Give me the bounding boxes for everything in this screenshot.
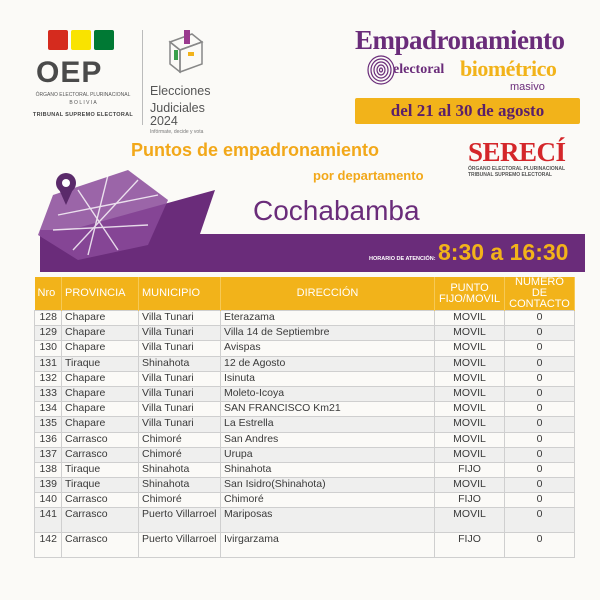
cell-provincia: Chapare bbox=[62, 326, 139, 341]
cell-municipio: Shinahota bbox=[139, 462, 221, 477]
cell-contacto: 0 bbox=[505, 402, 575, 417]
sereci-line1: ÓRGANO ELECTORAL PLURINACIONAL bbox=[468, 166, 566, 172]
cell-punto: MOVIL bbox=[435, 478, 505, 493]
cell-municipio: Shinahota bbox=[139, 356, 221, 371]
cell-nro: 128 bbox=[35, 311, 62, 326]
cell-contacto: 0 bbox=[505, 326, 575, 341]
page-subtitle: por departamento bbox=[313, 168, 424, 183]
sereci-wordmark: SERECÍ bbox=[468, 137, 566, 167]
cell-direccion: Chimoré bbox=[221, 493, 435, 508]
cell-nro: 137 bbox=[35, 447, 62, 462]
cell-punto: MOVIL bbox=[435, 402, 505, 417]
col-header-nro: Nro bbox=[35, 277, 62, 311]
elecciones-title-1: Elecciones bbox=[150, 84, 211, 98]
table-row bbox=[35, 311, 575, 326]
cell-nro: 133 bbox=[35, 386, 62, 401]
table-row bbox=[35, 493, 575, 508]
cell-punto: MOVIL bbox=[435, 447, 505, 462]
cell-provincia: Chapare bbox=[62, 402, 139, 417]
cell-punto: MOVIL bbox=[435, 341, 505, 356]
oep-wordmark: OEP bbox=[36, 56, 103, 89]
cell-nro: 139 bbox=[35, 478, 62, 493]
cell-punto: MOVIL bbox=[435, 508, 505, 533]
cell-contacto: 0 bbox=[505, 432, 575, 447]
cell-direccion: Avispas bbox=[221, 341, 435, 356]
cell-direccion: Shinahota bbox=[221, 462, 435, 477]
locations-table bbox=[34, 277, 575, 558]
cell-nro: 138 bbox=[35, 462, 62, 477]
elecciones-tagline: Infórmate, decide y vota bbox=[150, 129, 204, 135]
hours-label: HORARIO DE ATENCIÓN: bbox=[369, 256, 436, 262]
cell-municipio: Villa Tunari bbox=[139, 417, 221, 432]
cell-direccion: Eterazama bbox=[221, 311, 435, 326]
table-row bbox=[35, 386, 575, 401]
banner-electoral: electoral bbox=[393, 62, 445, 77]
cell-contacto: 0 bbox=[505, 493, 575, 508]
cell-punto: FIJO bbox=[435, 493, 505, 508]
col-header-direccion: DIRECCIÓN bbox=[221, 277, 435, 311]
cell-contacto: 0 bbox=[505, 478, 575, 493]
cell-provincia: Carrasco bbox=[62, 493, 139, 508]
map-icon bbox=[18, 155, 178, 270]
header-divider bbox=[142, 30, 143, 125]
cell-provincia: Chapare bbox=[62, 417, 139, 432]
table-row bbox=[35, 462, 575, 477]
sereci-logo bbox=[468, 138, 583, 178]
cell-punto: FIJO bbox=[435, 533, 505, 558]
table-row bbox=[35, 508, 575, 533]
cell-punto: MOVIL bbox=[435, 371, 505, 386]
ballot-box-icon bbox=[162, 28, 210, 76]
cell-municipio: Chimoré bbox=[139, 447, 221, 462]
sereci-line2: TRIBUNAL SUPREMO ELECTORAL bbox=[468, 172, 552, 178]
cell-municipio: Puerto Villarroel bbox=[139, 533, 221, 558]
cell-provincia: Carrasco bbox=[62, 533, 139, 558]
cell-nro: 140 bbox=[35, 493, 62, 508]
flag-yellow-square bbox=[71, 30, 91, 50]
cell-provincia: Tiraque bbox=[62, 356, 139, 371]
cell-punto: MOVIL bbox=[435, 326, 505, 341]
col-header-punto: PUNTO FIJO/MOVIL bbox=[435, 277, 505, 311]
cell-nro: 129 bbox=[35, 326, 62, 341]
cell-provincia: Tiraque bbox=[62, 478, 139, 493]
cell-nro: 132 bbox=[35, 371, 62, 386]
table-header-row bbox=[35, 277, 575, 311]
cell-nro: 131 bbox=[35, 356, 62, 371]
table-row bbox=[35, 341, 575, 356]
table-body bbox=[35, 311, 575, 558]
cell-contacto: 0 bbox=[505, 447, 575, 462]
date-bar bbox=[355, 98, 580, 124]
cell-contacto: 0 bbox=[505, 508, 575, 533]
cell-nro: 141 bbox=[35, 508, 62, 533]
banner-biometrico: biométrico bbox=[460, 56, 557, 81]
banner-subtitle-row bbox=[355, 54, 587, 93]
cell-municipio: Villa Tunari bbox=[139, 341, 221, 356]
flag-green-square bbox=[94, 30, 114, 50]
table-row bbox=[35, 478, 575, 493]
cell-municipio: Villa Tunari bbox=[139, 402, 221, 417]
bolivia-flag-icon bbox=[48, 30, 138, 50]
table-row bbox=[35, 533, 575, 558]
cell-municipio: Puerto Villarroel bbox=[139, 508, 221, 533]
cell-direccion: Urupa bbox=[221, 447, 435, 462]
cell-contacto: 0 bbox=[505, 311, 575, 326]
cell-contacto: 0 bbox=[505, 417, 575, 432]
cell-direccion: Isinuta bbox=[221, 371, 435, 386]
col-header-contacto: NÚMERO DE CONTACTO bbox=[505, 277, 575, 311]
col-header-municipio: MUNICIPIO bbox=[139, 277, 221, 311]
hours-value: 8:30 a 16:30 bbox=[438, 239, 569, 265]
table-row bbox=[35, 356, 575, 371]
cell-nro: 136 bbox=[35, 432, 62, 447]
oep-tse: TRIBUNAL SUPREMO ELECTORAL bbox=[32, 112, 134, 118]
flag-red-square bbox=[48, 30, 68, 50]
cell-provincia: Carrasco bbox=[62, 508, 139, 533]
banner-masivo: masivo bbox=[510, 81, 545, 93]
cell-punto: MOVIL bbox=[435, 386, 505, 401]
oep-line1: ÓRGANO ELECTORAL PLURINACIONAL bbox=[35, 92, 131, 98]
cell-direccion: La Estrella bbox=[221, 417, 435, 432]
cell-nro: 142 bbox=[35, 533, 62, 558]
cell-provincia: Carrasco bbox=[62, 447, 139, 462]
table-row bbox=[35, 371, 575, 386]
cell-municipio: Villa Tunari bbox=[139, 326, 221, 341]
cell-direccion: Moleto-Icoya bbox=[221, 386, 435, 401]
cell-municipio: Chimoré bbox=[139, 432, 221, 447]
cell-contacto: 0 bbox=[505, 341, 575, 356]
cell-punto: FIJO bbox=[435, 462, 505, 477]
elecciones-title-2: Judiciales 2024 bbox=[150, 101, 205, 128]
cell-contacto: 0 bbox=[505, 533, 575, 558]
table-row bbox=[35, 447, 575, 462]
cell-municipio: Villa Tunari bbox=[139, 311, 221, 326]
empadronamiento-banner bbox=[355, 25, 587, 120]
table-row bbox=[35, 417, 575, 432]
cell-provincia: Chapare bbox=[62, 371, 139, 386]
page-title: Puntos de empadronamiento bbox=[131, 140, 380, 160]
cell-contacto: 0 bbox=[505, 386, 575, 401]
cell-direccion: SAN FRANCISCO Km21 bbox=[221, 402, 435, 417]
department-name: Cochabamba bbox=[253, 195, 420, 226]
table-row bbox=[35, 402, 575, 417]
col-header-provincia: PROVINCIA bbox=[62, 277, 139, 311]
banner-title: Empadronamiento bbox=[355, 25, 565, 55]
table-row bbox=[35, 326, 575, 341]
cell-nro: 134 bbox=[35, 402, 62, 417]
cell-punto: MOVIL bbox=[435, 311, 505, 326]
cell-direccion: 12 de Agosto bbox=[221, 356, 435, 371]
table-row bbox=[35, 432, 575, 447]
cell-nro: 135 bbox=[35, 417, 62, 432]
cell-municipio: Chimoré bbox=[139, 493, 221, 508]
cell-municipio: Villa Tunari bbox=[139, 371, 221, 386]
oep-line2: B O L I V I A bbox=[69, 100, 97, 106]
cell-provincia: Chapare bbox=[62, 386, 139, 401]
cell-municipio: Villa Tunari bbox=[139, 386, 221, 401]
cell-direccion: Mariposas bbox=[221, 508, 435, 533]
cell-direccion: Villa 14 de Septiembre bbox=[221, 326, 435, 341]
cell-direccion: San Isidro(Shinahota) bbox=[221, 478, 435, 493]
cell-provincia: Chapare bbox=[62, 341, 139, 356]
cell-municipio: Shinahota bbox=[139, 478, 221, 493]
cell-contacto: 0 bbox=[505, 356, 575, 371]
cell-punto: MOVIL bbox=[435, 356, 505, 371]
oep-logo bbox=[28, 30, 138, 118]
cell-provincia: Chapare bbox=[62, 311, 139, 326]
cell-provincia: Carrasco bbox=[62, 432, 139, 447]
cell-direccion: San Andres bbox=[221, 432, 435, 447]
banner-dates: del 21 al 30 de agosto bbox=[390, 101, 545, 120]
cell-nro: 130 bbox=[35, 341, 62, 356]
cell-punto: MOVIL bbox=[435, 432, 505, 447]
cell-punto: MOVIL bbox=[435, 417, 505, 432]
cell-direccion: Ivirgarzama bbox=[221, 533, 435, 558]
cell-contacto: 0 bbox=[505, 462, 575, 477]
elecciones-logo bbox=[150, 28, 230, 135]
cell-contacto: 0 bbox=[505, 371, 575, 386]
cell-provincia: Tiraque bbox=[62, 462, 139, 477]
